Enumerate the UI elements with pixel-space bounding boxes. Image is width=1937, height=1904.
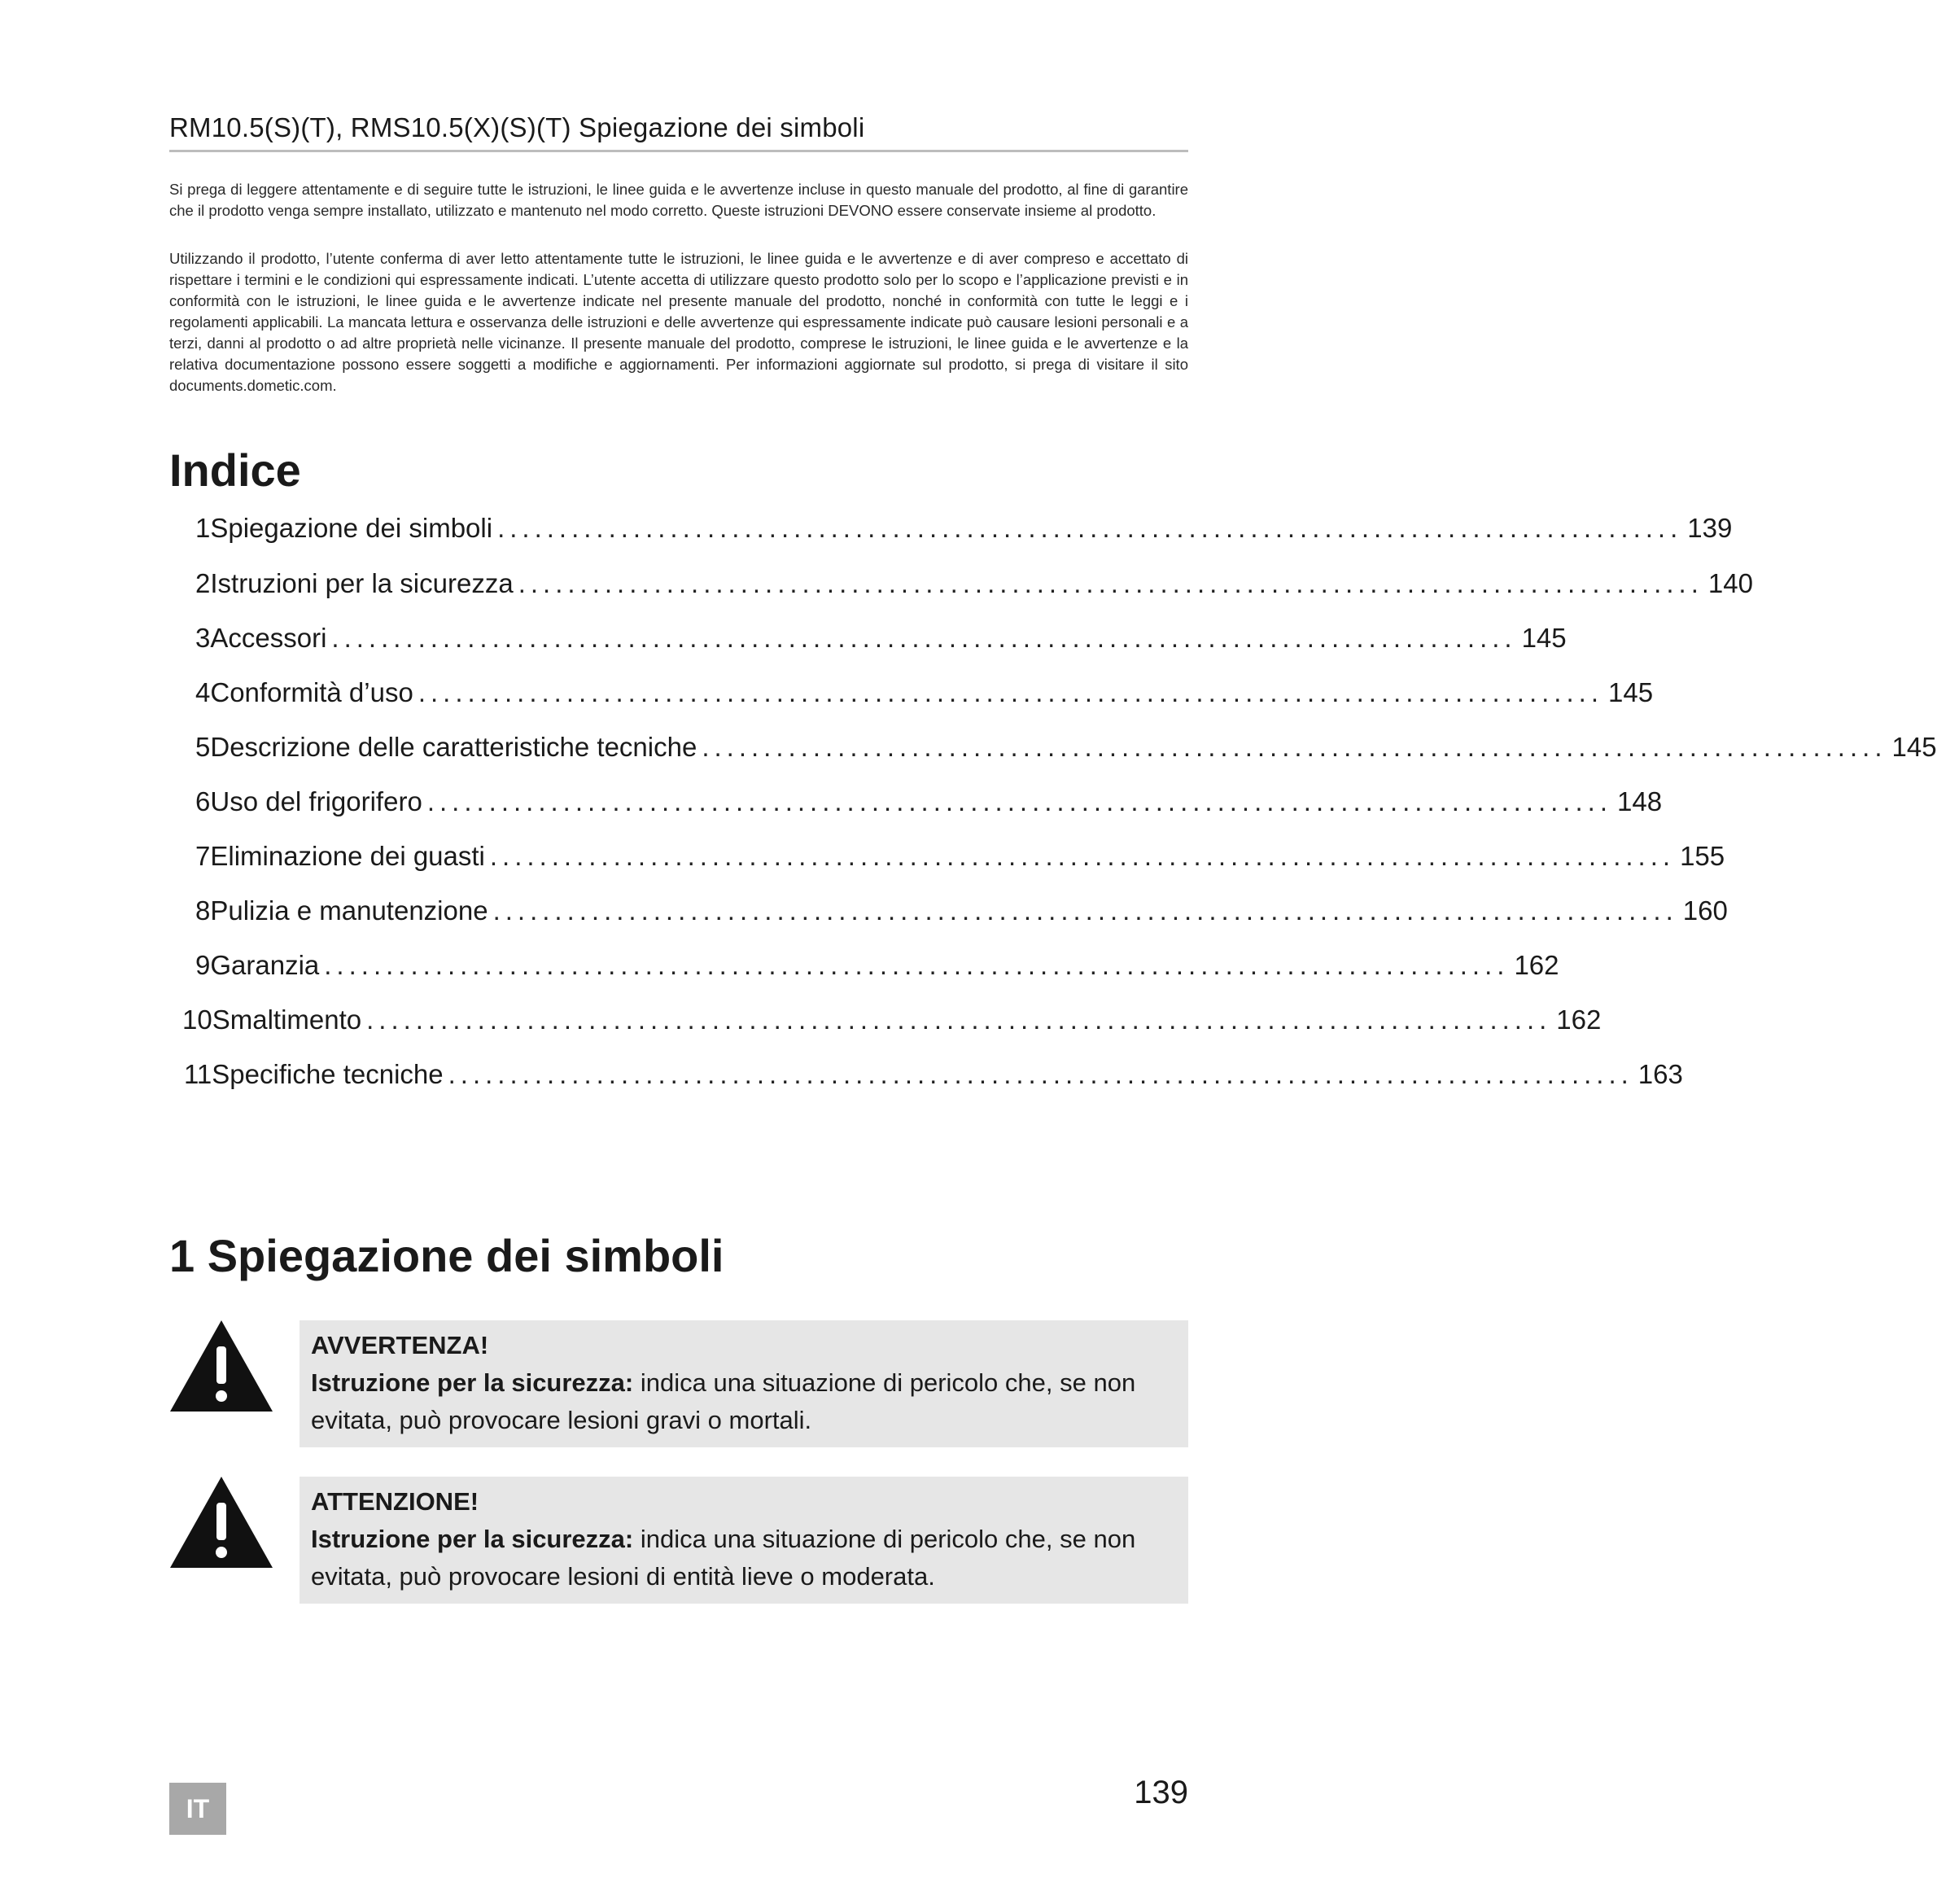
toc-entry-label: Eliminazione dei guasti <box>210 841 485 871</box>
toc-entry-9[interactable] <box>195 950 1559 989</box>
toc-entry-label: Pulizia e manutenzione <box>210 895 488 926</box>
toc-entry-page: 139 <box>1687 513 1733 543</box>
toc-entry-label: Accessori <box>210 623 327 653</box>
toc-entry-page: 160 <box>1682 895 1728 926</box>
toc-entry-7[interactable] <box>195 841 1725 880</box>
toc-entry-2[interactable] <box>195 568 1753 607</box>
note-lead: Istruzione per la sicurezza: <box>311 1525 634 1553</box>
toc-entry-label: Istruzioni per la sicurezza <box>210 568 514 598</box>
toc-leader-dots: ................................................................................................ <box>331 623 1517 653</box>
intro-paragraph-1: Si prega di leggere attentamente e di seguire tutte le istruzioni, le linee guida e le avvertenze incluse in questo manuale del prodotto, al fine di garantire che il prodotto venga sempre installato, utilizzato e mantenuto nel modo corretto. Queste istruzioni DEVONO essere conservate insieme al prodotto. <box>169 181 1188 219</box>
toc-leader-dots: ................................................................................................ <box>418 677 1603 707</box>
warning-note-box <box>300 1320 1188 1447</box>
warning-triangle-icon <box>168 1475 274 1569</box>
toc-entry-page: 140 <box>1707 568 1753 598</box>
toc-entry-number: 9 <box>195 950 211 980</box>
toc-entry-label: Garanzia <box>210 950 320 980</box>
toc-leader-dots: ................................................................................................ <box>518 568 1703 598</box>
page-number: 139 <box>1134 1775 1188 1810</box>
toc-leader-dots: ................................................................................................ <box>426 786 1612 816</box>
toc-entry-page: 145 <box>1891 732 1937 762</box>
note-text: indica una situazione di pericolo che, se non evitata, può provocare lesioni gravi o mortali. <box>311 1368 1136 1434</box>
toc-entry-page: 145 <box>1521 623 1567 653</box>
toc-entry-1[interactable] <box>195 513 1733 552</box>
toc-entry-label: Uso del frigorifero <box>210 786 422 816</box>
toc-entry-number: 11 <box>184 1059 212 1089</box>
caution-note-box <box>300 1477 1188 1604</box>
toc-entry-page: 148 <box>1616 786 1663 816</box>
toc-entry-11[interactable] <box>184 1059 1683 1098</box>
toc-entry-label: Spiegazione dei simboli <box>210 513 493 543</box>
toc-entry-number: 4 <box>195 677 211 707</box>
toc-entry-page: 162 <box>1514 950 1559 980</box>
toc-entry-6[interactable] <box>195 786 1663 825</box>
page-header-title: RM10.5(S)(T), RMS10.5(X)(S)(T) Spiegazione dei simboli <box>169 112 1188 152</box>
toc-entry-8[interactable] <box>195 895 1728 934</box>
toc-leader-dots: ................................................................................................ <box>497 513 1683 543</box>
note-text: indica una situazione di pericolo che, se non evitata, può provocare lesioni di entità lieve o moderata. <box>311 1525 1136 1591</box>
toc-leader-dots: ................................................................................................ <box>366 1005 1552 1035</box>
toc-entry-number: 5 <box>195 732 211 762</box>
section-heading: 1 Spiegazione dei simboli <box>169 1230 724 1281</box>
toc-entry-3[interactable] <box>195 623 1567 662</box>
toc-leader-dots: ................................................................................................ <box>702 732 1887 762</box>
warning-triangle-icon <box>168 1319 274 1413</box>
intro-paragraph-2: Utilizzando il prodotto, l’utente conferma di aver letto attentamente tutte le istruzioni, le linee guida e le avvertenze e di aver compreso e accettato di rispettare i termini e le condizioni qui espressamente indicati. L’utente accetta di utilizzare questo prodotto solo per lo scopo e l’applicazione previsti e in conformità con le istruzioni, le linee guida e le avvertenze indicate nel presente manuale del prodotto, nonché in conformità con tutte le leggi e i regolamenti applicabili. La mancata lettura e osservanza delle istruzioni e delle avvertenze qui espressamente indicate può causare lesioni personali e a terzi, danni al prodotto o ad altre proprietà nelle vicinanze. Il presente manuale del prodotto, comprese le istruzioni, le linee guida e le avvertenze e la relativa documentazione possono essere soggetti a modifiche e aggiornamenti. Per informazioni aggiornate sul prodotto, si prega di visitare il sito documents.dometic.com. <box>169 250 1188 394</box>
note-heading: ATTENZIONE! <box>311 1487 479 1516</box>
toc-entry-number: 6 <box>195 786 211 816</box>
toc-entry-number: 10 <box>182 1005 212 1035</box>
toc-entry-page: 162 <box>1556 1005 1602 1035</box>
toc-entry-number: 2 <box>195 568 211 598</box>
toc-entry-page: 155 <box>1680 841 1725 871</box>
toc-entry-page: 145 <box>1607 677 1654 707</box>
toc-entry-number: 1 <box>195 513 211 543</box>
toc-entry-4[interactable] <box>195 677 1654 716</box>
toc-entry-page: 163 <box>1637 1059 1683 1089</box>
toc-entry-10[interactable] <box>182 1005 1602 1044</box>
toc-entry-number: 3 <box>195 623 211 653</box>
toc-entry-5[interactable] <box>195 732 1937 771</box>
toc-entry-label: Smaltimento <box>212 1005 362 1035</box>
toc-heading: Indice <box>169 444 301 496</box>
note-heading: AVVERTENZA! <box>311 1331 489 1359</box>
toc-entry-label: Conformità d’uso <box>210 677 413 707</box>
toc-leader-dots: ................................................................................................ <box>492 895 1678 926</box>
toc-entry-label: Specifiche tecniche <box>212 1059 444 1089</box>
toc-entry-label: Descrizione delle caratteristiche tecniche <box>210 732 697 762</box>
note-lead: Istruzione per la sicurezza: <box>311 1368 634 1397</box>
toc-entry-number: 7 <box>195 841 211 871</box>
toc-entry-number: 8 <box>195 895 211 926</box>
language-badge: IT <box>169 1783 226 1835</box>
toc-leader-dots: ................................................................................................ <box>489 841 1676 871</box>
toc-leader-dots: ................................................................................................ <box>324 950 1510 980</box>
toc-leader-dots: ................................................................................................ <box>448 1059 1633 1089</box>
